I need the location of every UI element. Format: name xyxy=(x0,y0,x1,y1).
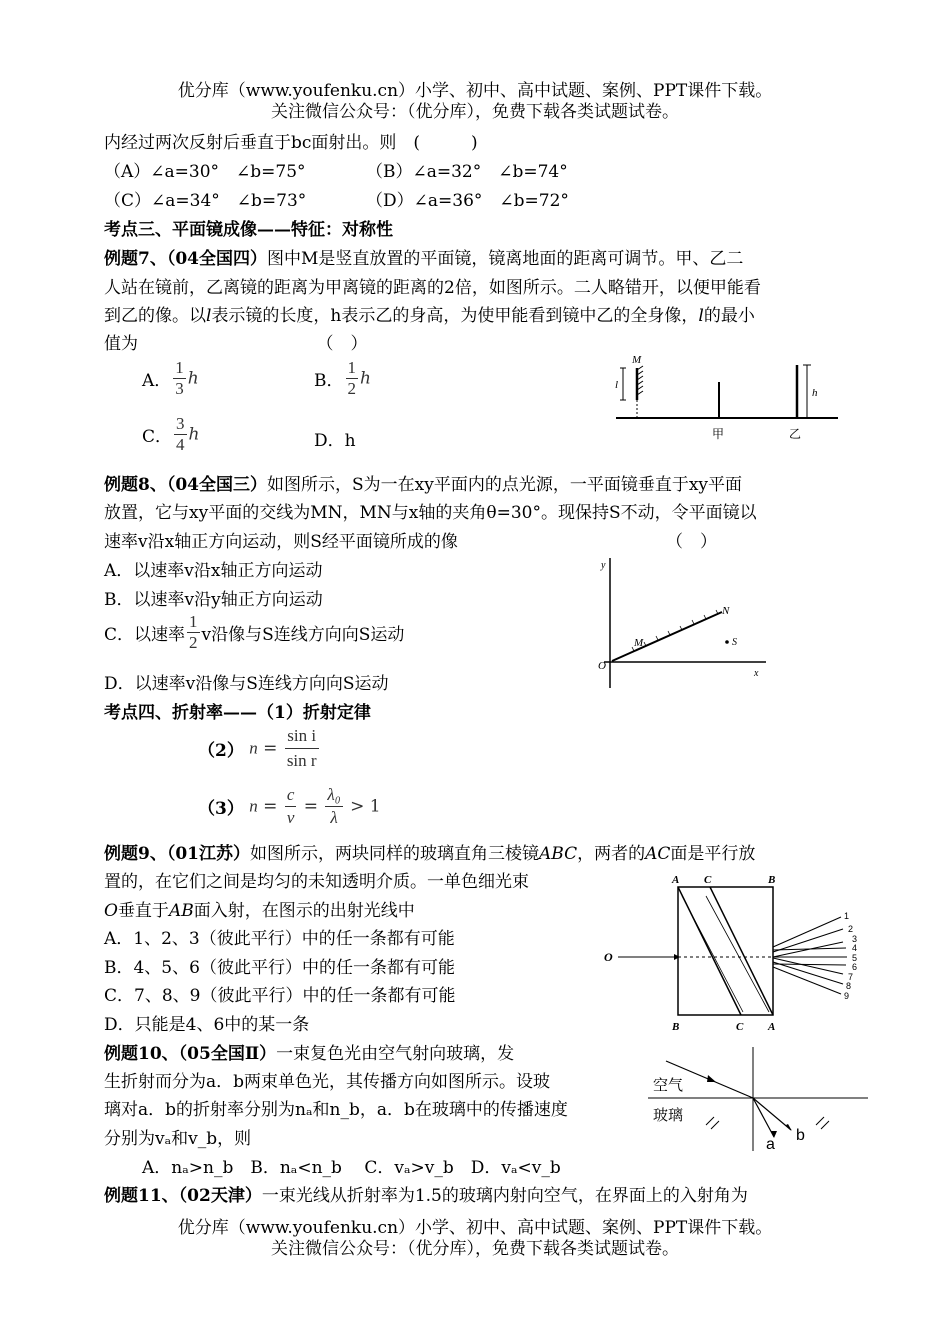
q9-prism-figure xyxy=(598,872,860,1037)
q7-l-var: l xyxy=(206,306,212,326)
fig-label-a-top: A xyxy=(672,874,680,886)
fig-label-yi: 乙 xyxy=(789,427,802,441)
n-var: n xyxy=(249,738,258,758)
section-3-heading: 考点三、平面镜成像——特征：对称性 xyxy=(104,220,393,240)
fig-label-h: h xyxy=(812,387,818,399)
q8-text-1: 如图所示，S为一在xy平面内的点光源，一平面镜垂直于xy平面 xyxy=(267,475,743,495)
ray-label-5: 5 xyxy=(852,953,858,963)
q8-option-b: B．以速率v沿y轴正方向运动 xyxy=(104,590,323,610)
frac-den: 2 xyxy=(189,633,198,652)
ray-label-4: 4 xyxy=(852,943,858,953)
ray-label-8: 8 xyxy=(846,981,852,991)
q7-l-var-2: l xyxy=(698,306,704,326)
q7-option-c-label: C． xyxy=(142,427,173,447)
q9-line-1 xyxy=(104,839,755,864)
q8-option-c xyxy=(104,612,404,653)
equals-sign: = xyxy=(263,796,278,817)
q10-line-2: 生折射而分为a．b两束单色光，其传播方向如图所示。设玻 xyxy=(104,1072,551,1092)
fig-label-s: S xyxy=(732,637,737,648)
q8-xy-figure xyxy=(594,550,769,695)
q10-line-3: 璃对a．b的折射率分别为nₐ和n_b，a．b在玻璃中的传播速度 xyxy=(104,1100,568,1120)
q7-option-a-label: A． xyxy=(142,371,172,391)
q7-option-c xyxy=(142,414,199,455)
fig-label-x: x xyxy=(754,668,759,679)
q6-option-a: （A）∠a=30° ∠b=75° xyxy=(104,162,306,182)
q8-option-a: A．以速率v沿x轴正方向运动 xyxy=(104,561,323,581)
fig-label-o: O xyxy=(604,950,613,964)
q7-text-3a: 到乙的像。以 xyxy=(104,306,206,326)
fig-label-l: l xyxy=(615,379,619,391)
q8-line-1 xyxy=(104,470,742,495)
q8-answer-paren: （ ） xyxy=(666,532,717,552)
header-line-1: 优分库（www.youfenku.cn）小学、初中、高中试题、案例、PPT课件下载。 xyxy=(177,81,773,101)
q9-text-3b: 面入射，在图示的出射光线中 xyxy=(193,901,415,921)
section-4-heading: 考点四、折射率——（1）折射定律 xyxy=(104,703,371,723)
fig-label-b-bottom: B xyxy=(672,1021,680,1033)
frac-den: 2 xyxy=(347,379,356,398)
h-var: h xyxy=(360,368,371,389)
frac-num: sin i xyxy=(285,724,319,749)
q9-text-1a: 如图所示，两块同样的玻璃直角三棱镜 xyxy=(250,844,539,864)
fig-label-glass: 玻璃 xyxy=(653,1106,684,1124)
q7-line-3 xyxy=(104,301,755,326)
ray-label-1: 1 xyxy=(844,911,850,921)
q11-text-1: 一束光线从折射率为1.5的玻璃内射向空气，在界面上的入射角为 xyxy=(261,1186,748,1206)
fig-label-jia: 甲 xyxy=(712,427,725,441)
q7-title: 例题7、（04全国四） xyxy=(104,249,267,269)
q8-option-c-text-2: v沿像与S连线方向向S运动 xyxy=(201,625,405,645)
ray-label-3: 3 xyxy=(852,934,858,944)
q9-text-1b: ，两者的 xyxy=(577,844,646,864)
h-var: h xyxy=(187,368,199,389)
q6-option-b: （B）∠a=32° ∠b=74° xyxy=(366,162,568,182)
formula-2-label: （2） xyxy=(198,741,244,761)
q7-option-d: D．h xyxy=(314,431,356,451)
q9-option-d: D．只能是4、6中的某一条 xyxy=(104,1015,310,1035)
formula-2 xyxy=(198,724,321,773)
q11-line-1 xyxy=(104,1181,748,1206)
q9-line-2: 置的，在它们之间是均匀的未知透明介质。一单色细光束 xyxy=(104,872,529,892)
fig-label-o: O xyxy=(598,660,606,672)
q10-refraction-figure xyxy=(646,1045,871,1153)
q7-option-a xyxy=(142,358,199,399)
fig-label-m: M xyxy=(632,354,642,366)
frac-num: 1 xyxy=(189,612,198,631)
q9-line-3 xyxy=(104,896,415,921)
equals-sign-2: = xyxy=(303,796,319,817)
fig-label-b: b xyxy=(796,1127,805,1144)
q6-text: 内经过两次反射后垂直于bc面射出。则 ( ) xyxy=(104,133,478,153)
ray-label-7: 7 xyxy=(848,972,854,982)
fraction-one-half xyxy=(346,358,359,399)
frac-den: 4 xyxy=(176,435,185,454)
q7-mirror-figure xyxy=(612,350,842,445)
q9-title: 例题9、（01江苏） xyxy=(104,844,250,864)
q7-option-b xyxy=(314,358,371,399)
q10-options: A．nₐ>n_b B．nₐ<n_b C．vₐ>v_b D．vₐ<v_b xyxy=(142,1158,561,1178)
fig-label-air: 空气 xyxy=(653,1076,684,1094)
fig-label-n: N xyxy=(722,605,730,617)
formula-3-label: （3） xyxy=(198,799,244,819)
ray-label-6: 6 xyxy=(852,962,858,972)
fig-label-c-top: C xyxy=(704,874,712,886)
fig-label-m: M xyxy=(634,637,644,649)
q8-title: 例题8、（04全国三） xyxy=(104,475,267,495)
footer-line-1: 优分库（www.youfenku.cn）小学、初中、高中试题、案例、PPT课件下载。 xyxy=(177,1218,773,1238)
fig-label-a: a xyxy=(766,1136,775,1153)
c-over-v-fraction xyxy=(285,784,297,829)
q9-text-3a: 垂直于 xyxy=(117,901,169,921)
fig-label-a-bottom: A xyxy=(768,1021,776,1033)
formula-3 xyxy=(198,784,381,829)
fraction-one-third xyxy=(173,358,186,399)
q9-ab: AB xyxy=(168,901,194,921)
q8-line-2: 放置，它与xy平面的交线为MN，MN与x轴的夹角θ=30°。现保持S不动，令平面镜以 xyxy=(104,503,757,523)
q9-option-c: C．7、8、9（彼此平行）中的任一条都有可能 xyxy=(104,986,456,1006)
footer-line-2: 关注微信公众号：（优分库），免费下载各类试题试卷。 xyxy=(271,1239,679,1259)
q10-line-4: 分别为vₐ和v_b，则 xyxy=(104,1129,252,1149)
greater-than-one: > 1 xyxy=(350,796,381,817)
fig-label-y: y xyxy=(601,560,606,571)
h-var: h xyxy=(188,424,200,445)
frac-num: 1 xyxy=(175,358,184,377)
q7-line-1 xyxy=(104,244,743,269)
q7-text-1: 图中M是竖直放置的平面镜，镜离地面的距离可调节。甲、乙二 xyxy=(267,249,744,269)
n-var: n xyxy=(249,796,258,816)
frac-den: λ xyxy=(330,808,338,827)
q9-o: O xyxy=(104,901,118,921)
lambda-fraction xyxy=(325,784,342,829)
frac-den: v xyxy=(286,808,295,827)
header-line-2: 关注微信公众号：（优分库），免费下载各类试题试卷。 xyxy=(271,102,679,122)
frac-den: 3 xyxy=(175,379,184,398)
q10-text-1: 一束复色光由空气射向玻璃，发 xyxy=(276,1044,515,1064)
q8-option-d: D．以速率v沿像与S连线方向向S运动 xyxy=(104,674,389,694)
ray-label-2: 2 xyxy=(848,924,854,934)
ray-label-9: 9 xyxy=(844,991,850,1001)
q9-option-b: B．4、5、6（彼此平行）中的任一条都有可能 xyxy=(104,958,455,978)
equals-sign: = xyxy=(263,738,278,759)
q7-line-2: 人站在镜前，乙离镜的距离为甲离镜的距离的2倍，如图所示。二人略错开，以便甲能看 xyxy=(104,278,761,298)
q8-option-c-text-1: C．以速率 xyxy=(104,625,186,645)
frac-num: 1 xyxy=(347,358,356,377)
q9-text-1c: 面是平行放 xyxy=(670,844,756,864)
q7-text-3b: 表示镜的长度，h表示乙的身高，为使甲能看到镜中乙的全身像， xyxy=(211,306,699,326)
sin-ratio-fraction xyxy=(285,724,319,773)
q7-text-3c: 的最小 xyxy=(703,306,755,326)
q6-option-d: （D）∠a=36° ∠b=72° xyxy=(366,191,569,211)
frac-num: c xyxy=(285,784,297,807)
q11-title: 例题11、（02天津） xyxy=(104,1186,262,1206)
fraction-one-half xyxy=(187,612,200,653)
q7-line-4: 值为 （ ） xyxy=(104,334,368,354)
q10-line-1 xyxy=(104,1039,514,1064)
frac-num: 3 xyxy=(176,414,185,433)
frac-num: λ₀ xyxy=(325,784,342,807)
q8-line-3: 速率v沿x轴正方向运动，则S经平面镜所成的像 xyxy=(104,532,458,552)
fraction-three-quarters xyxy=(174,414,187,455)
q9-abc: ABC xyxy=(539,844,578,864)
q7-option-b-label: B． xyxy=(314,371,344,391)
q9-ac: AC xyxy=(645,844,671,864)
frac-den: sin r xyxy=(286,751,317,770)
q9-option-a: A．1、2、3（彼此平行）中的任一条都有可能 xyxy=(104,929,455,949)
fig-label-b-top: B xyxy=(768,874,776,886)
q10-title: 例题10、（05全国Ⅱ） xyxy=(104,1044,277,1064)
fig-label-c-bottom: C xyxy=(736,1021,744,1033)
q6-option-c: （C）∠a=34° ∠b=73° xyxy=(104,191,307,211)
